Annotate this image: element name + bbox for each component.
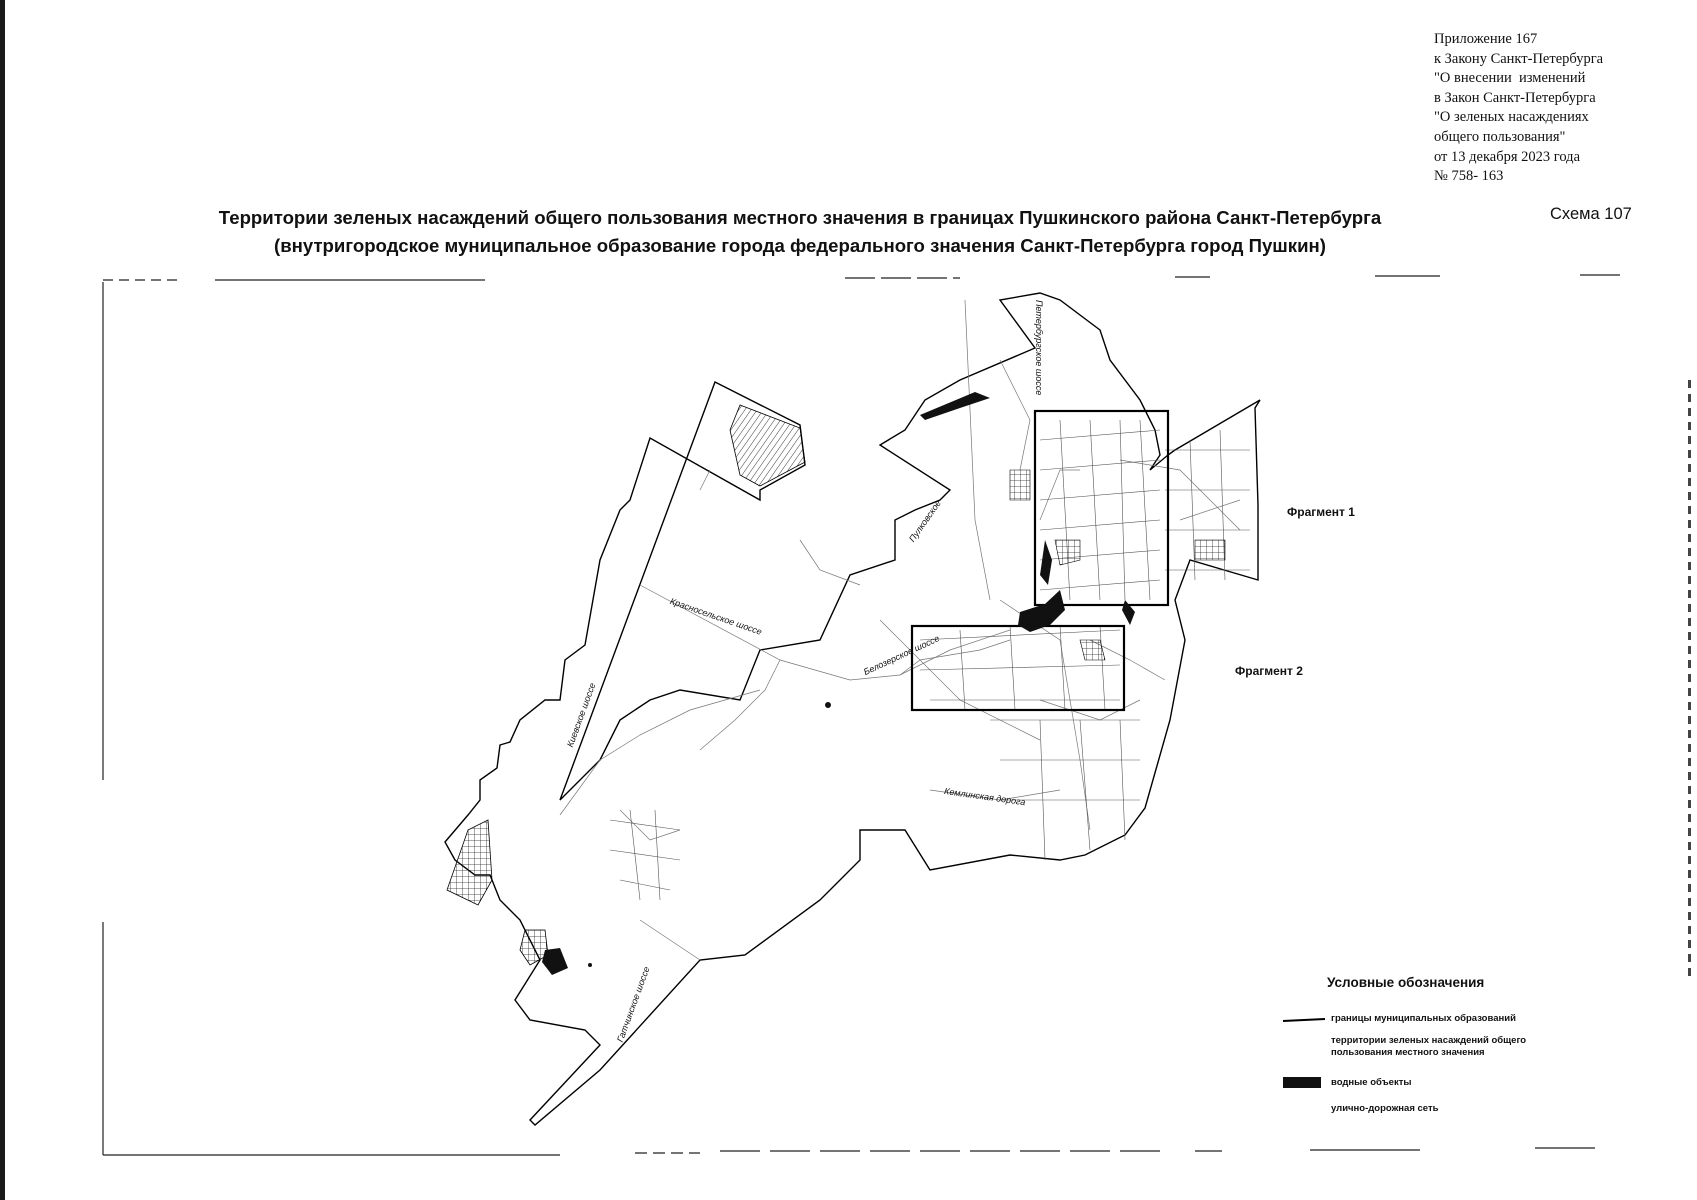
fragment-2-label: Фрагмент 2 (1235, 664, 1303, 678)
road-label-kievskoe: Киевское шоссе (565, 681, 598, 749)
legend-title: Условные обозначения (1327, 975, 1485, 990)
appendix-line: Приложение 167 (1434, 31, 1538, 47)
water-fill-icon (1281, 1076, 1327, 1090)
road-label-gatchinskoe: Гатчинское шоссе (615, 965, 652, 1044)
appendix-line: от 13 декабря 2023 года (1434, 148, 1580, 165)
district-boundary (445, 293, 1260, 1125)
appendix-line: в Закон Санкт-Петербурга (1434, 89, 1596, 106)
boundary-line-icon (1281, 1013, 1327, 1025)
fragment-1-label: Фрагмент 1 (1287, 505, 1355, 519)
map-title-line2: (внутригородское муниципальное образование города федерального значения Санкт-Петербурга город Пушкин) (274, 235, 1326, 256)
appendix-line: общего пользования" (1434, 128, 1566, 145)
road-label-kemlinskaya: Кемлинская дорога (943, 786, 1027, 808)
road-label-peterburgskoe: Петербургское шоссе (1034, 300, 1044, 396)
road-network (560, 300, 1240, 960)
appendix-line: "О внесении изменений (1434, 70, 1586, 87)
district-outline (445, 293, 1260, 1122)
legend-label: территории зеленых насаждений общего пользования местного значения (1331, 1035, 1527, 1058)
map-title-line1: Территории зеленых насаждений общего пользования местного значения в границах Пушкинского района Санкт-Петербурга (218, 207, 1382, 228)
legend-label: границы муниципальных образований (1331, 1013, 1516, 1024)
scheme-number: Схема 107 (1550, 205, 1632, 223)
water-objects (542, 392, 1135, 975)
appendix-line: № 758- 163 (1434, 168, 1504, 185)
appendix-line: к Закону Санкт-Петербурга (1434, 50, 1604, 67)
road-label-pulkovskoe: Пулковское (907, 498, 944, 544)
road-label-krasnoselskoe: Красносельское шоссе (668, 596, 764, 637)
road-label-belozerskoe: Белозерское шоссе (862, 633, 941, 678)
fragment-1-frame (1035, 411, 1168, 605)
appendix-line: "О зеленых насаждениях (1434, 109, 1589, 126)
legend-label: улично-дорожная сеть (1331, 1103, 1439, 1114)
green-spaces (447, 405, 1225, 965)
legend-label: водные объекты (1331, 1077, 1412, 1088)
